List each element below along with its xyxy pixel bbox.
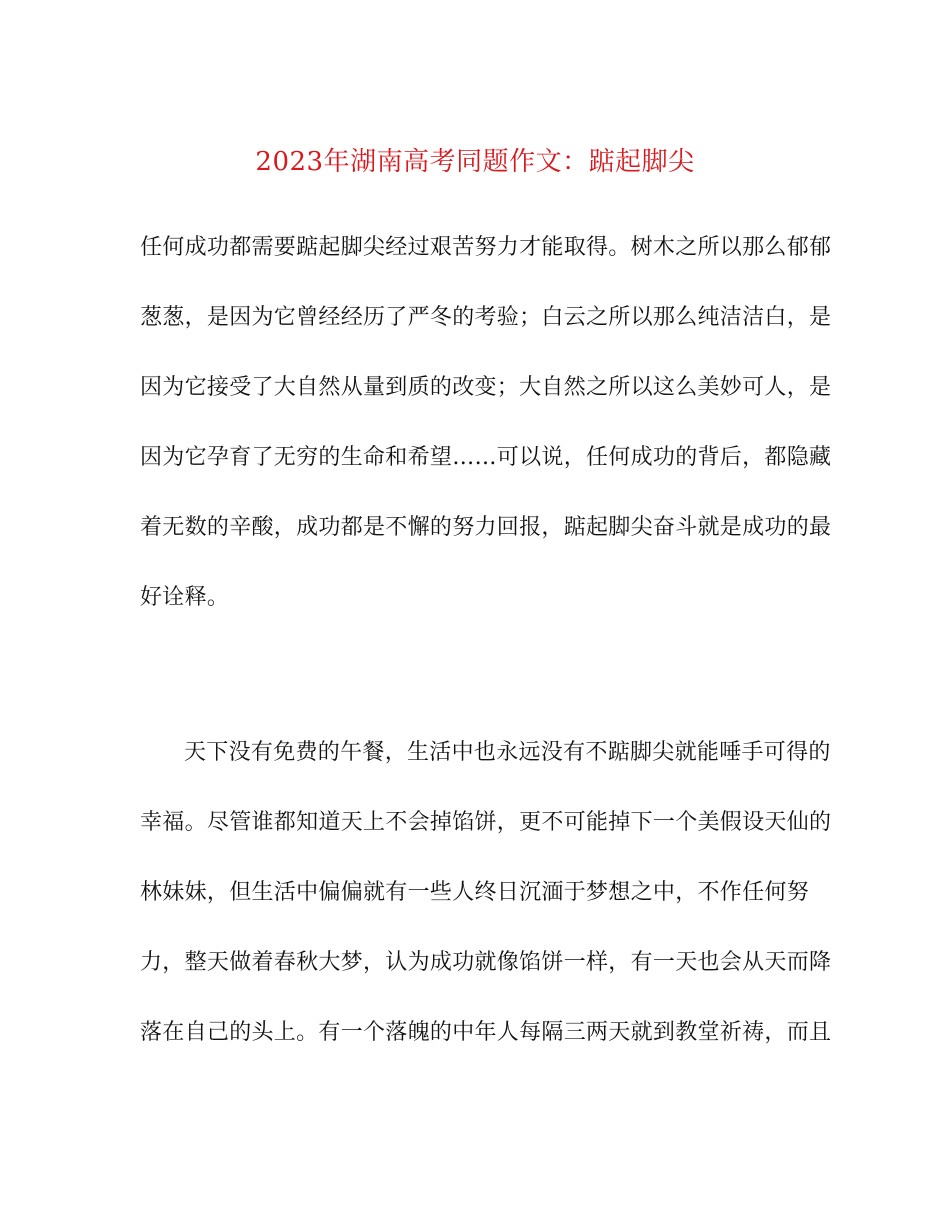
paragraph-line: 因为它接受了大自然从量到质的改变；大自然之所以这么美妙可人，是: [140, 375, 832, 400]
paragraph-line: 力，整天做着春秋大梦，认为成功就像馅饼一样，有一天也会从天而降: [140, 950, 832, 975]
paragraph-line: 幸福。尽管谁都知道天上不会掉馅饼，更不可能掉下一个美假设天仙的: [140, 810, 832, 835]
paragraph-line: 任何成功都需要踮起脚尖经过艰苦努力才能取得。树木之所以那么郁郁: [140, 235, 832, 260]
paragraph-line: 因为它孕育了无穷的生命和希望……可以说，任何成功的背后，都隐藏: [140, 445, 832, 470]
paragraph-line: 天下没有免费的午餐，生活中也永远没有不踮脚尖就能唾手可得的: [184, 740, 831, 765]
document-title: 2023年湖南高考同题作文：踮起脚尖: [255, 147, 695, 177]
paragraph-line: 好诠释。: [140, 585, 230, 610]
paragraph-line: 林妹妹，但生活中偏偏就有一些人终日沉湎于梦想之中，不作任何努: [140, 880, 810, 905]
paragraph-line: 葱葱，是因为它曾经经历了严冬的考验；白云之所以那么纯洁洁白，是: [140, 305, 832, 330]
paragraph-line: 落在自己的头上。有一个落魄的中年人每隔三两天就到教堂祈祷，而且: [140, 1020, 832, 1045]
paragraph-line: 着无数的辛酸，成功都是不懈的努力回报，踮起脚尖奋斗就是成功的最: [140, 515, 832, 540]
